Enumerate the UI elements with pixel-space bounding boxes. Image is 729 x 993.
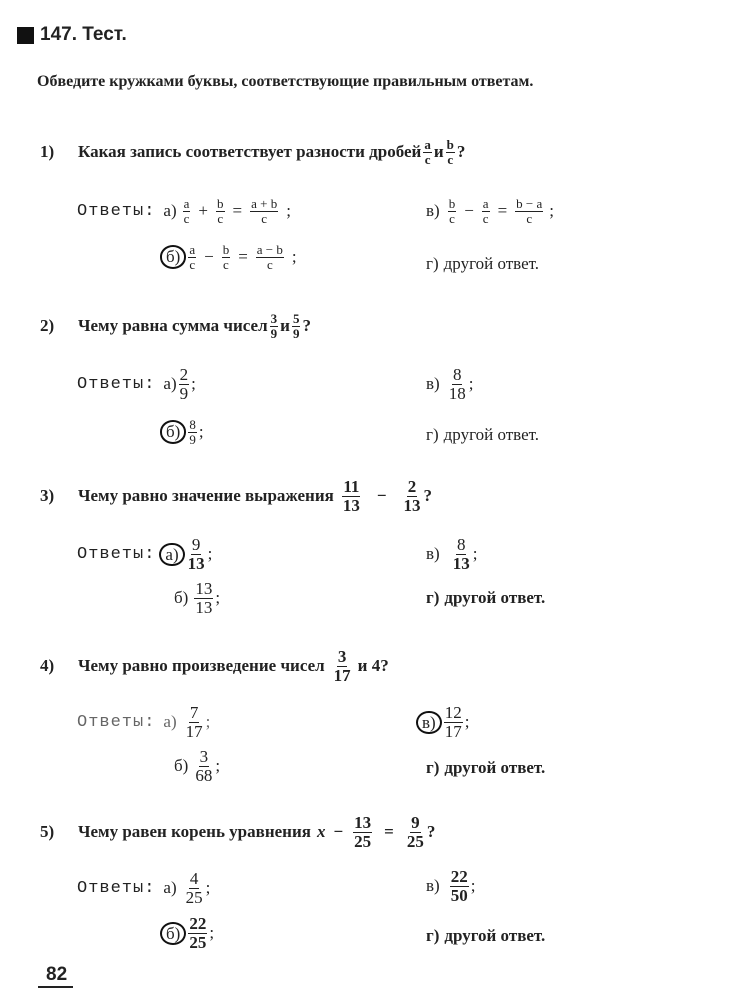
- conjunction: и: [433, 142, 444, 162]
- question-text: Чему равен корень уравнения: [78, 822, 311, 842]
- answers-label: Ответы:: [77, 544, 156, 564]
- question-1: [40, 138, 465, 166]
- q4-answer-v[interactable]: в) 12 17 ;: [416, 704, 469, 741]
- q2-answer-v[interactable]: в) 8 18 ;: [426, 365, 474, 403]
- q5-answer-v[interactable]: в) 22 50 ;: [426, 867, 476, 905]
- option-label: в): [426, 201, 440, 221]
- question-number: 5): [40, 822, 55, 842]
- exercise-heading: [40, 24, 127, 46]
- question-number: 2): [40, 316, 55, 336]
- selected-answer-circle: а): [159, 543, 184, 567]
- answers-label: Ответы:: [77, 374, 156, 394]
- q2-answer-g[interactable]: г) другой ответ.: [426, 425, 540, 444]
- question-number: 1): [40, 142, 55, 162]
- question-number: 3): [40, 486, 55, 506]
- q2-answer-a[interactable]: Ответы: а) 2 9 ;: [77, 365, 196, 403]
- question-text: Чему равна сумма чисел: [78, 316, 268, 336]
- selected-answer-circle: б): [160, 420, 186, 444]
- q1-answer-v[interactable]: в) b c − $\frac{a}{c}$ = $\frac{b - a}{c}$ ;: [426, 196, 555, 226]
- q2-answer-b[interactable]: б) 8 9 ;: [160, 418, 204, 446]
- question-3: 3) Чему равно значение выражения 11 13 − $\frac{2}{13}$ ?: [40, 477, 433, 515]
- selected-answer-circle: в): [416, 711, 442, 735]
- answers-label: Ответы:: [77, 201, 156, 221]
- selected-answer-circle: б): [160, 245, 186, 269]
- q1-answer-b[interactable]: б) a c − $\frac{b}{c}$ = $\frac{a - b}{c}$ ;: [160, 243, 297, 271]
- fraction: a c: [424, 137, 431, 167]
- instructions: Обведите кружками буквы, соответствующие правильным ответам.: [37, 73, 534, 90]
- question-number: 4): [40, 656, 55, 676]
- q3-answer-g[interactable]: г) другой ответ.: [426, 588, 546, 607]
- selected-answer-circle: б): [160, 922, 186, 946]
- q4-answer-g[interactable]: г) другой ответ.: [426, 758, 546, 777]
- answers-label: Ответы:: [77, 878, 156, 898]
- option-label: а): [163, 201, 177, 221]
- q1-answer-a[interactable]: Ответы: а) a c + $\frac{b}{c}$ = $\frac{a + b}{c}$ ;: [77, 196, 291, 226]
- answers-label: Ответы:: [77, 712, 156, 732]
- q4-answer-b[interactable]: б) 3 68 ;: [174, 747, 221, 785]
- q5-answer-b[interactable]: б) 22 25 ;: [160, 915, 214, 952]
- question-2: 2) Чему равна сумма чисел 3 9 и 5 9 ?: [40, 311, 311, 341]
- question-text: Чему равно произведение чисел: [78, 656, 325, 676]
- q3-answer-b[interactable]: б) 13 13 ;: [174, 579, 221, 617]
- fraction: b c: [446, 137, 454, 167]
- question-5: 5) Чему равен корень уравнения x − $\frac{13}{25}$ = $\frac{9}{25}$ ?: [40, 813, 436, 851]
- conjunction: и: [280, 316, 290, 336]
- option-label: г): [426, 254, 439, 273]
- q1-answer-g[interactable]: [426, 254, 539, 274]
- question-text: Какая запись соответствует разности дробей: [78, 142, 422, 162]
- q5-answer-a[interactable]: Ответы: а) 4 25 ;: [77, 869, 211, 907]
- question-text: Чему равно значение выражения: [78, 486, 334, 506]
- question-4: 4) Чему равно произведение чисел 3 17 и 4?: [40, 647, 389, 685]
- q4-answer-a[interactable]: Ответы: а) 7 17 ;: [77, 703, 211, 741]
- q5-answer-g[interactable]: г) другой ответ.: [426, 926, 546, 945]
- option-text: другой ответ.: [443, 254, 540, 273]
- exercise-title: Тест.: [82, 24, 127, 45]
- exercise-number: 147.: [40, 24, 77, 45]
- section-marker-square: [17, 27, 34, 44]
- page-number: 82: [38, 964, 73, 988]
- q3-answer-a[interactable]: Ответы: а) 9 13 ;: [77, 535, 213, 573]
- question-mark: ?: [456, 142, 466, 162]
- q3-answer-v[interactable]: в) 8 13 ;: [426, 535, 478, 573]
